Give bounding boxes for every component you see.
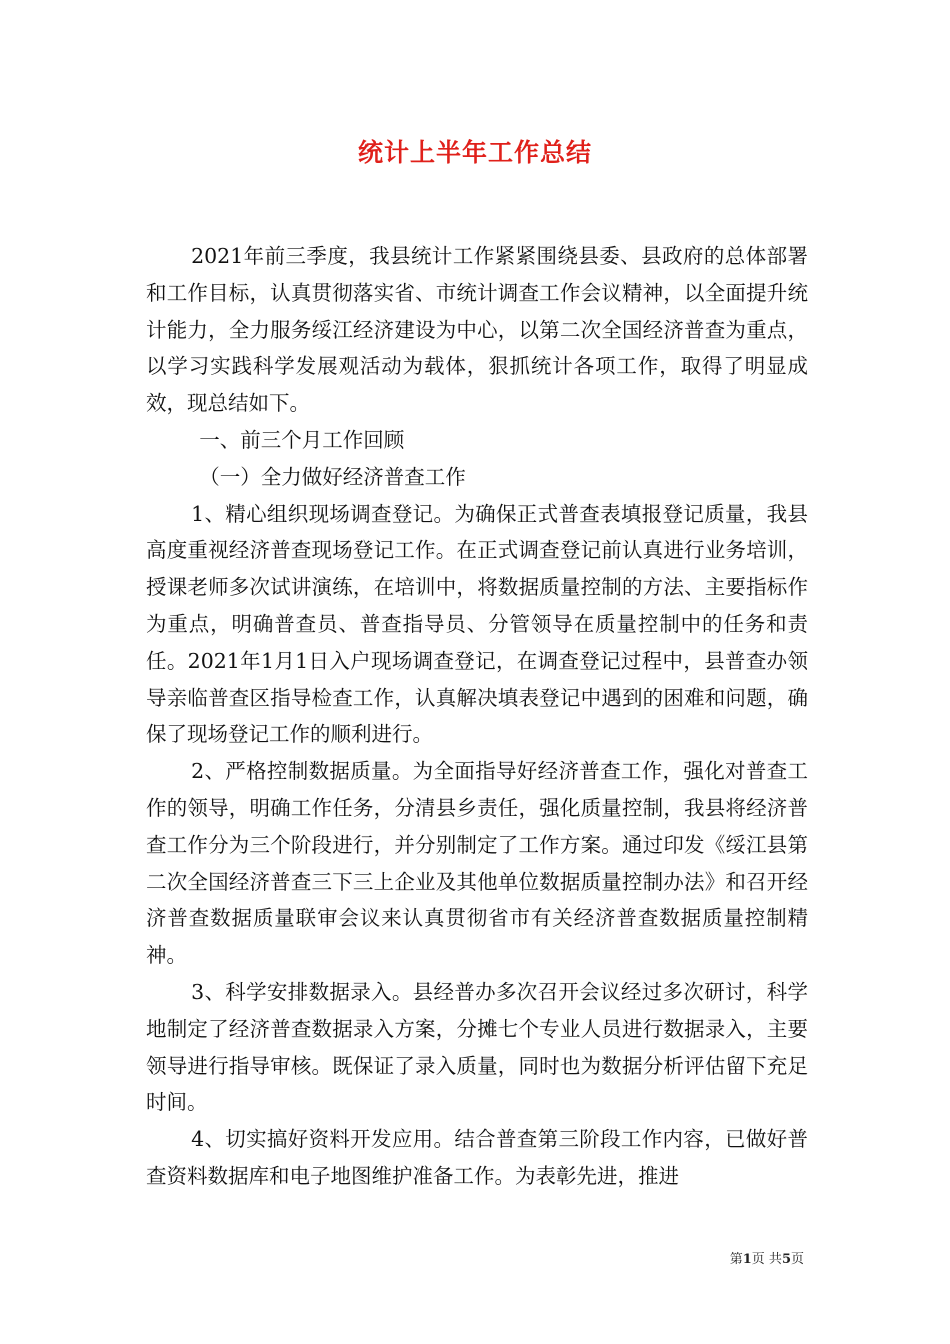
footer-prefix: 第 xyxy=(729,1252,743,1267)
paragraph-item-2: 2、严格控制数据质量。为全面指导好经济普查工作，强化对普查工作的领导，明确工作任务，分清县乡责任，强化质量控制，我县将经济普查工作分为三个阶段进行，并分别制定了工作方案。通过印发《绥江县第二次全国经济普查三下三上企业及其他单位数据质量控制办法》和召开经济普查数据质量联审会议来认真贯彻省市有关经济普查数据质量控制精神。 xyxy=(146,759,808,968)
document-title: 统计上半年工作总结 xyxy=(357,138,592,167)
paragraph-item-3: 3、科学安排数据录入。县经普办多次召开会议经过多次研讨，科学地制定了经济普查数据录入方案，分摊七个专业人员进行数据录入，主要领导进行指导审核。既保证了录入质量，同时也为数据分析评估留下充足时间。 xyxy=(146,979,808,1115)
paragraph-item-4: 4、切实搞好资料开发应用。结合普查第三阶段工作内容，已做好普查资料数据库和电子地图维护准备工作。为表彰先进，推进 xyxy=(146,1127,808,1188)
paragraph-item-1: 1、精心组织现场调查登记。为确保正式普查表填报登记质量，我县高度重视经济普查现场登记工作。在正式调查登记前认真进行业务培训，授课老师多次试讲演练，在培训中，将数据质量控制的方法、主要指标作为重点，明确普查员、普查指导员、分管领导在质量控制中的任务和责任。2021年1月1日入户现场调查登记，在调查登记过程中，县普查办领导亲临普查区指导检查工作，认真解决填表登记中遇到的困难和问题，确保了现场登记工作的顺利进行。 xyxy=(146,501,808,747)
footer-current-page: 1 xyxy=(742,1252,752,1267)
document-body xyxy=(146,238,808,1195)
footer-middle: 页 共 xyxy=(751,1252,782,1267)
footer-suffix: 页 xyxy=(790,1252,804,1267)
section-heading: 一、前三个月工作回顾 xyxy=(199,427,405,452)
page-number-footer xyxy=(730,1248,804,1267)
footer-total-pages: 5 xyxy=(781,1252,791,1267)
paragraph-intro: 2021年前三季度，我县统计工作紧紧围绕县委、县政府的总体部署和工作目标，认真贯彻落实省、市统计调查工作会议精神，以全面提升统计能力，全力服务绥江经济建设为中心，以第二次全国经济普查为重点，以学习实践科学发展观活动为载体，狠抓统计各项工作，取得了明显成效，现总结如下。 xyxy=(146,244,808,416)
subsection-heading: （一）全力做好经济普查工作 xyxy=(199,464,466,489)
